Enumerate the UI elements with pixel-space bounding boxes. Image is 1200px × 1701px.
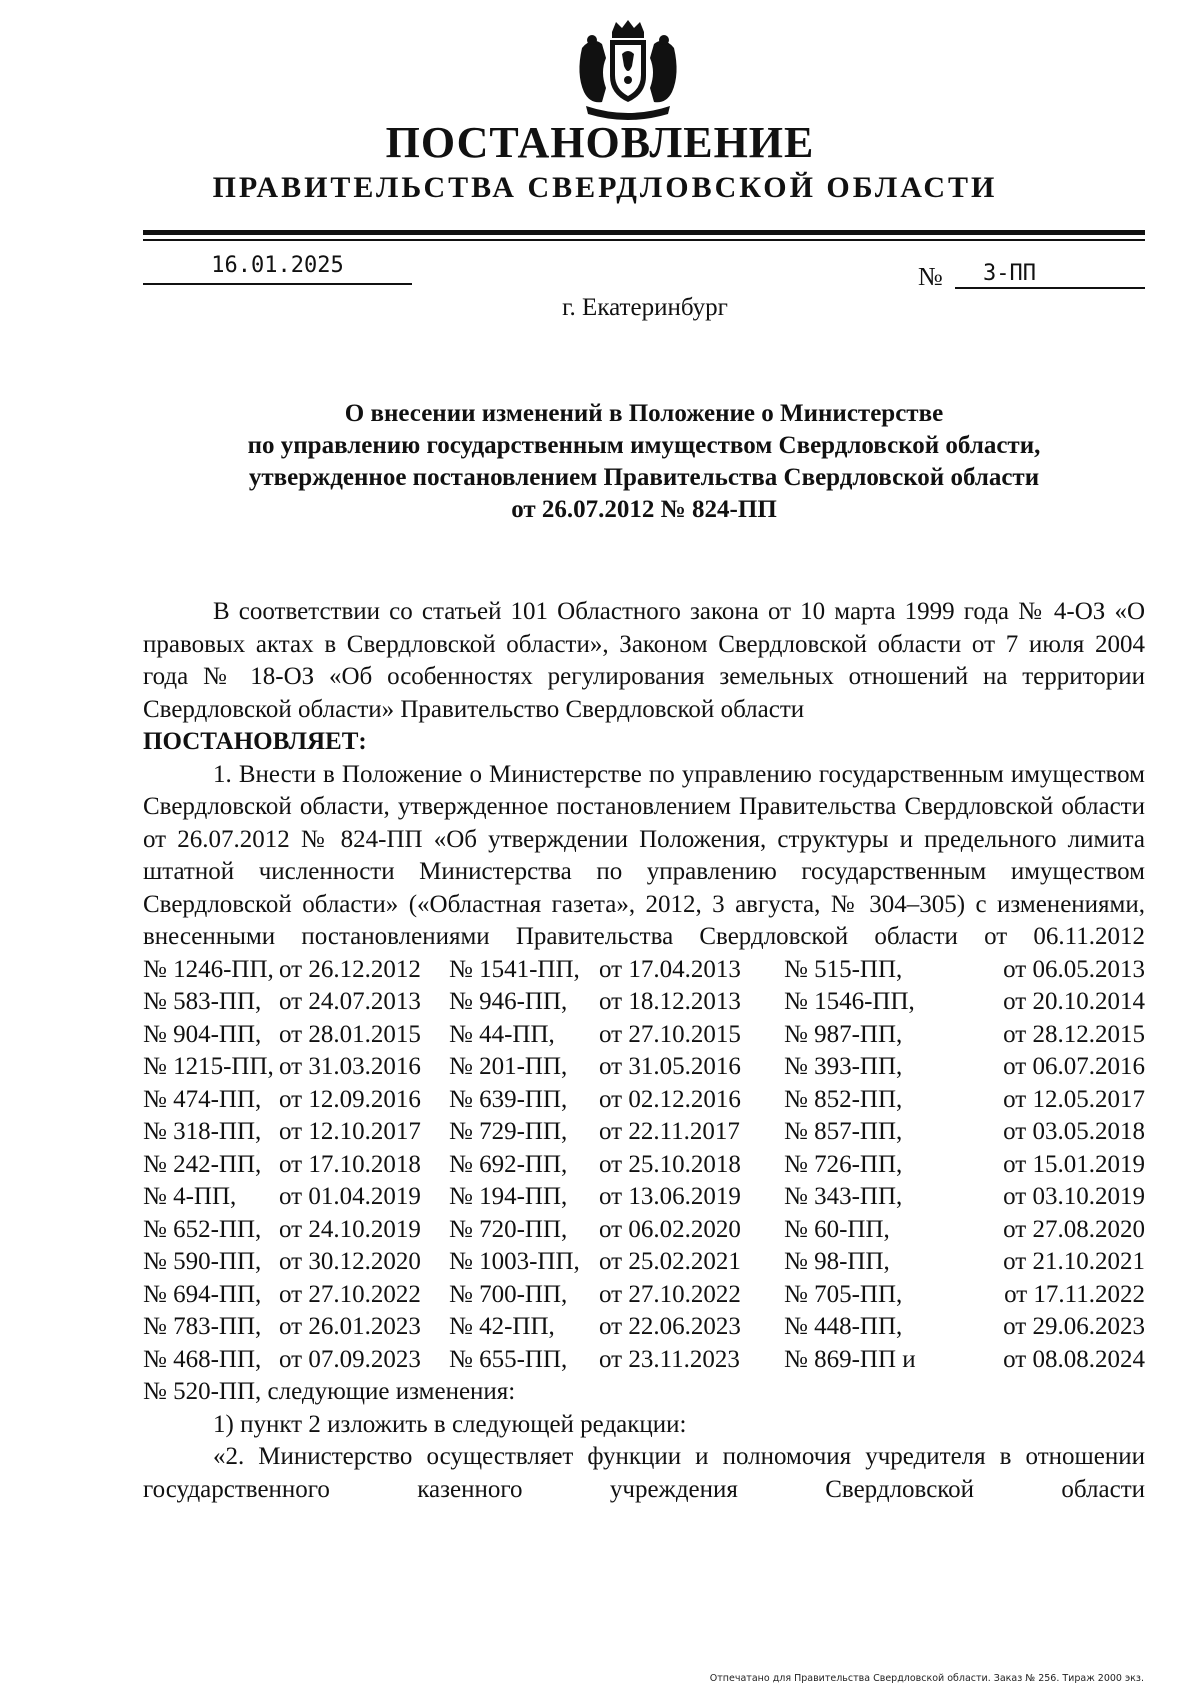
amendment-date: от 17.11.2022: [1004, 1280, 1145, 1308]
date-underline: [143, 283, 412, 285]
amendment-row: [143, 1116, 1145, 1149]
amendment-number: № 729-ПП,: [449, 1118, 568, 1145]
amendment-number: № 720-ПП,: [449, 1215, 568, 1243]
header-divider-thin: [143, 239, 1145, 241]
amendment-date: от 27.10.2022: [599, 1280, 741, 1308]
amendment-number: № 590-ПП,: [143, 1248, 262, 1275]
amendment-number: № 869-ПП и: [784, 1345, 916, 1373]
amendment-number: № 1246-ПП,: [143, 955, 274, 983]
amendment-date: от 22.06.2023: [599, 1313, 741, 1340]
amendment-date: от 24.07.2013: [279, 988, 421, 1015]
amendment-date: от 15.01.2019: [1003, 1150, 1145, 1178]
amendment-row: [143, 1181, 1145, 1214]
amendments-list: [143, 954, 1145, 1377]
amendment-date: от 07.09.2023: [279, 1345, 421, 1373]
amendment-date: от 18.12.2013: [599, 988, 741, 1015]
resolves-heading: ПОСТАНОВЛЯЕТ:: [143, 728, 367, 755]
amendment-date: от 22.11.2017: [599, 1118, 740, 1145]
amendment-date: от 29.06.2023: [1003, 1313, 1145, 1340]
amendment-row: [143, 954, 1145, 987]
amendment-number: № 639-ПП,: [449, 1085, 568, 1113]
amendment-date: от 17.04.2013: [599, 955, 741, 983]
number-sign: №: [918, 262, 943, 291]
amendment-number: № 474-ПП,: [143, 1085, 262, 1113]
amendment-row: [143, 1084, 1145, 1117]
amendment-date: от 03.05.2018: [1003, 1118, 1145, 1145]
amendment-number: № 583-ПП,: [143, 988, 262, 1015]
amendment-number: № 1546-ПП,: [784, 988, 915, 1015]
amendment-number: № 1003-ПП,: [449, 1248, 580, 1275]
document-city: г. Екатеринбург: [562, 294, 728, 321]
amendment-number: № 852-ПП,: [784, 1085, 903, 1113]
amendment-date: от 17.10.2018: [279, 1150, 421, 1178]
amendment-number: № 692-ПП,: [449, 1150, 568, 1178]
amendment-date: от 12.10.2017: [279, 1118, 421, 1145]
amendment-row: [143, 1279, 1145, 1312]
amendment-number: № 652-ПП,: [143, 1215, 262, 1243]
amendment-date: от 12.09.2016: [279, 1085, 421, 1113]
title-line: по управлению государственным имуществом Свердловской области,: [247, 432, 1041, 459]
document-date: 16.01.2025: [211, 253, 344, 278]
amendment-date: от 27.10.2015: [599, 1020, 741, 1048]
amendment-number: № 987-ПП,: [784, 1020, 903, 1048]
amendment-number: № 468-ПП,: [143, 1345, 262, 1373]
amendment-number: № 700-ПП,: [449, 1280, 568, 1308]
amendment-number: № 44-ПП,: [449, 1020, 555, 1048]
document-title: [143, 398, 1145, 526]
subitem-1: 1) пункт 2 изложить в следующей редакции:: [213, 1410, 687, 1438]
amendment-number: № 98-ПП,: [784, 1248, 890, 1275]
amendment-row: [143, 1214, 1145, 1247]
amendment-number: № 515-ПП,: [784, 955, 903, 983]
amendment-number: № 194-ПП,: [449, 1183, 568, 1210]
amendment-date: от 27.08.2020: [1003, 1215, 1145, 1243]
amendment-number: № 726-ПП,: [784, 1150, 903, 1178]
amendment-number: № 343-ПП,: [784, 1183, 903, 1210]
amendment-date: от 06.07.2016: [1003, 1053, 1145, 1080]
amendment-date: от 24.10.2019: [279, 1215, 421, 1243]
amendment-number: № 242-ПП,: [143, 1150, 262, 1178]
document-number: 3-ПП: [983, 261, 1036, 286]
title-line: утвержденное постановлением Правительства Свердловской области: [248, 464, 1040, 491]
amendment-date: от 31.05.2016: [599, 1053, 741, 1080]
amendment-row: [143, 1149, 1145, 1182]
amendment-date: от 28.01.2015: [279, 1020, 421, 1048]
amendment-number: № 783-ПП,: [143, 1313, 262, 1340]
amendment-date: от 20.10.2014: [1003, 988, 1145, 1015]
amendment-number: № 42-ПП,: [449, 1313, 555, 1340]
amendment-date: от 26.01.2023: [279, 1313, 421, 1340]
item-1-paragraph: 1. Внести в Положение о Министерстве по управлению государственным имуществом Свердловской области, утвержденное постановлением Правительства Свердловской области от 26.07.2012 № 824-ПП «Об утверждении Положения, структуры и предельного лимита штатной численности Министерства по управлению государственным имуществом Свердловской области» («Областная газета», 2012, 3 августа, № 304–305) с изменениями, внесенными постановлениями Правительства Свердловской области от 06.11.2012: [143, 760, 1145, 950]
amendment-date: от 31.03.2016: [279, 1053, 421, 1080]
issuer-heading: ПРАВИТЕЛЬСТВА СВЕРДЛОВСКОЙ ОБЛАСТИ: [212, 171, 998, 204]
amendment-number: № 4-ПП,: [143, 1183, 237, 1210]
amendment-number: № 1215-ПП,: [143, 1053, 274, 1080]
amendment-number: № 1541-ПП,: [449, 955, 580, 983]
preamble-paragraph: В соответствии со статьей 101 Областного закона от 10 марта 1999 года № 4-ОЗ «О правовых актах в Свердловской области», Законом Свердловской области от 7 июля 2004 года № 18-ОЗ «Об особенностях регулирования земельных отношений на территории Свердловской области» Правительство Свердловской области: [143, 598, 1145, 723]
amendment-number: № 318-ПП,: [143, 1118, 262, 1145]
number-underline: [955, 287, 1145, 289]
amendment-row: [143, 1051, 1145, 1084]
amendment-number: № 904-ПП,: [143, 1020, 262, 1048]
amendment-date: от 06.05.2013: [1003, 955, 1145, 983]
amendment-row: [143, 1311, 1145, 1344]
amendment-number: № 705-ПП,: [784, 1280, 903, 1308]
amendment-number: № 655-ПП,: [449, 1345, 568, 1373]
amendment-number: № 694-ПП,: [143, 1280, 262, 1308]
document-type-heading: ПОСТАНОВЛЕНИЕ: [385, 118, 815, 167]
coat-of-arms-icon: [572, 18, 684, 122]
print-imprint: Отпечатано для Правительства Свердловской области. Заказ № 256. Тираж 2000 экз.: [709, 1673, 1144, 1684]
amendment-date: от 08.08.2024: [1003, 1345, 1145, 1373]
amendment-date: от 25.02.2021: [599, 1248, 741, 1275]
amendment-date: от 26.12.2012: [279, 955, 421, 983]
amendment-date: от 25.10.2018: [599, 1150, 741, 1178]
amendment-number: № 60-ПП,: [784, 1215, 890, 1243]
amendment-date: от 28.12.2015: [1003, 1020, 1145, 1048]
amendment-date: от 01.04.2019: [279, 1183, 421, 1210]
amendment-number: № 857-ПП,: [784, 1118, 903, 1145]
amendment-date: от 12.05.2017: [1003, 1085, 1145, 1113]
amendment-number: № 448-ПП,: [784, 1313, 903, 1340]
amendment-date: от 21.10.2021: [1003, 1248, 1145, 1275]
amendment-date: от 02.12.2016: [599, 1085, 741, 1113]
document-body: [143, 596, 1145, 1506]
amendment-date: от 30.12.2020: [279, 1248, 421, 1275]
amendment-date: от 03.10.2019: [1003, 1183, 1145, 1210]
quoted-text: «2. Министерство осуществляет функции и полномочия учредителя в отношении государственного казенного учреждения Свердловской области: [143, 1443, 1145, 1503]
item-1-tail: № 520-ПП, следующие изменения:: [143, 1378, 516, 1405]
amendment-date: от 27.10.2022: [279, 1280, 421, 1308]
amendment-date: от 06.02.2020: [599, 1215, 741, 1243]
header-divider-thick: [143, 230, 1145, 235]
title-line: от 26.07.2012 № 824-ПП: [511, 496, 777, 523]
title-line: О внесении изменений в Положение о Министерстве: [344, 400, 944, 427]
amendment-number: № 201-ПП,: [449, 1053, 568, 1080]
amendment-date: от 23.11.2023: [599, 1345, 740, 1373]
amendment-number: № 946-ПП,: [449, 988, 568, 1015]
amendment-date: от 13.06.2019: [599, 1183, 741, 1210]
amendment-row: [143, 1019, 1145, 1052]
amendment-row: [143, 1344, 1145, 1377]
amendment-row: [143, 986, 1145, 1019]
amendment-number: № 393-ПП,: [784, 1053, 903, 1080]
amendment-row: [143, 1246, 1145, 1279]
